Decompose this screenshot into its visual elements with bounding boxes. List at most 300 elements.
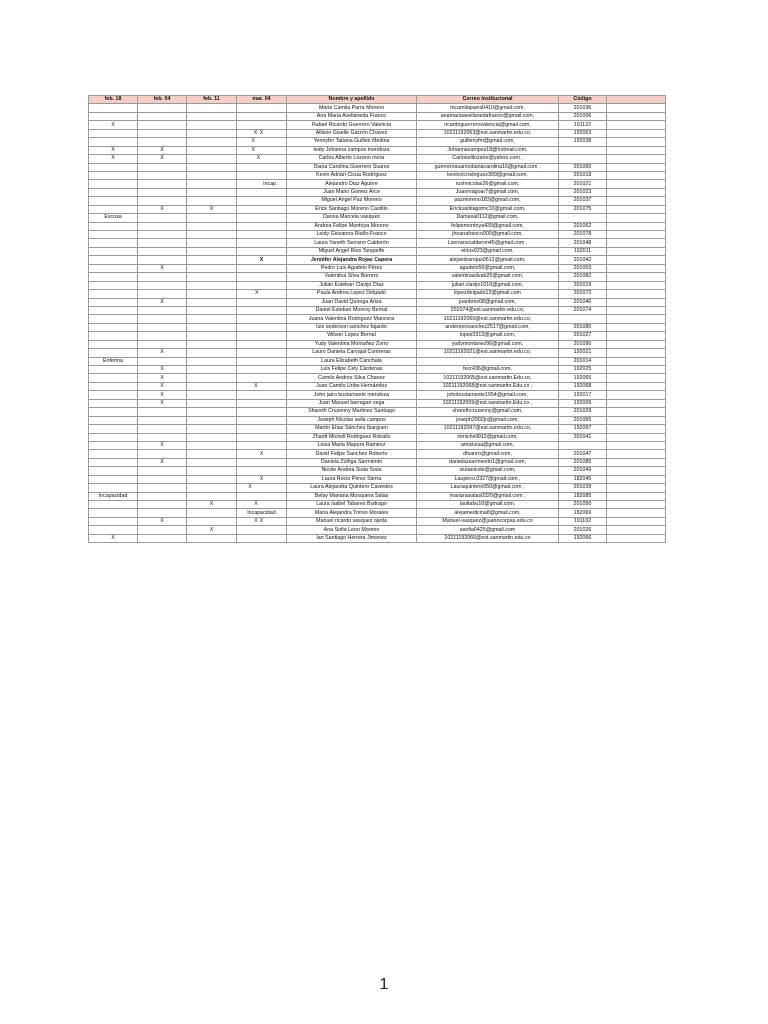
- table-row: [89, 450, 666, 458]
- cell-note: X: [256, 155, 261, 162]
- cell-code: 192017: [559, 391, 607, 399]
- cell-feb04: X: [138, 146, 187, 154]
- cell-blank: [607, 526, 666, 534]
- cell-code: 192066: [559, 534, 607, 542]
- table-row: [89, 526, 666, 534]
- cell-blank: [607, 298, 666, 306]
- cell-feb04: [138, 171, 187, 179]
- header-row: [89, 96, 666, 104]
- cell-email: agudelo59@gmail.com,: [417, 264, 559, 272]
- cell-code: 201014: [559, 357, 607, 365]
- cell-mar04: [237, 323, 287, 331]
- cell-name: Ana Maria Avellaneda Franco: [287, 112, 417, 120]
- header-feb04: feb. 04: [138, 96, 187, 104]
- cell-feb04: [138, 112, 187, 120]
- cell-code: 201050: [559, 501, 607, 509]
- cell-feb04: X: [138, 517, 187, 525]
- cell-mar04: [237, 197, 287, 205]
- table-row: [89, 188, 666, 196]
- cell-code: 201078: [559, 231, 607, 239]
- cell-feb04: [138, 247, 187, 255]
- cell-mar04: [237, 180, 287, 188]
- cell-feb18: [89, 332, 138, 340]
- cell-mar04: Incapacidad: [237, 509, 287, 517]
- cell-feb04: [138, 433, 187, 441]
- cell-blank: [607, 441, 666, 449]
- cell-email: 10211192065@est.sanmartin.Edu.co,: [417, 374, 559, 382]
- cell-name-text: leidy Johanna campos mendoza: [313, 146, 390, 153]
- cell-feb04: [138, 467, 187, 475]
- cell-feb11: [187, 104, 237, 112]
- table-row: [89, 281, 666, 289]
- cell-feb18: X: [89, 146, 138, 154]
- cell-feb11: [187, 534, 237, 542]
- cell-code: 192009: [559, 399, 607, 407]
- cell-blank: [607, 171, 666, 179]
- cell-mar04: [237, 391, 287, 399]
- cell-feb18: [89, 180, 138, 188]
- cell-name-text: Allison Giselle Garzón Chavez: [315, 129, 388, 136]
- table-row: [89, 146, 666, 154]
- cell-code: [559, 155, 607, 163]
- cell-name: Martín Elías Sánchez Ibarguen: [287, 425, 417, 433]
- cell-feb04: X: [138, 205, 187, 213]
- cell-feb11: [187, 112, 237, 120]
- cell-note: X: [251, 138, 256, 145]
- table-row: [89, 501, 666, 509]
- cell-code: 201072: [559, 290, 607, 298]
- cell-feb18: X: [89, 155, 138, 163]
- table-row: [89, 366, 666, 374]
- cell-feb18: [89, 281, 138, 289]
- cell-email: rushnicolas26@gmail.com,: [417, 180, 559, 188]
- cell-mar04: [237, 239, 287, 247]
- cell-feb04: [138, 290, 187, 298]
- cell-name-text: Carlos Alberto Lozano mora: [318, 155, 385, 162]
- cell-feb04: [138, 509, 187, 517]
- table-row: [89, 205, 666, 213]
- cell-feb11: [187, 332, 237, 340]
- cell-code: 182045: [559, 475, 607, 483]
- cell-blank: [607, 391, 666, 399]
- table-row: [89, 231, 666, 239]
- cell-email: asofia0425@gmail.com: [417, 526, 559, 534]
- cell-name: Rafael Ricardo Guerrero Valencia: [287, 121, 417, 129]
- cell-feb04: X: [138, 298, 187, 306]
- header-code: Código: [559, 96, 607, 104]
- cell-feb11: [187, 197, 237, 205]
- cell-name: Lauro Daniela Carvajal Contreras: [287, 349, 417, 357]
- cell-mar04: [237, 138, 287, 146]
- cell-feb04: [138, 340, 187, 348]
- cell-feb18: [89, 298, 138, 306]
- cell-email: 10211192009@est.sanmartin.Edu.co ,: [417, 399, 559, 407]
- cell-blank: [607, 315, 666, 323]
- cell-feb11: [187, 416, 237, 424]
- cell-feb18: [89, 458, 138, 466]
- cell-name: Leidy Giovanna Riaño Franco: [287, 231, 417, 239]
- cell-code: 201006: [559, 112, 607, 120]
- cell-feb18: [89, 264, 138, 272]
- cell-feb04: [138, 214, 187, 222]
- cell-code: 201065: [559, 416, 607, 424]
- cell-note: X: [255, 290, 259, 297]
- cell-mar04: X: [237, 256, 287, 264]
- cell-feb11: [187, 129, 237, 137]
- cell-name: Laura Elizabeth Canchala: [287, 357, 417, 365]
- cell-code: 182069: [559, 509, 607, 517]
- cell-feb04: X: [138, 399, 187, 407]
- cell-feb11: [187, 374, 237, 382]
- table-row: [89, 104, 666, 112]
- cell-feb11: [187, 340, 237, 348]
- cell-mar04: [237, 332, 287, 340]
- cell-mar04: [237, 231, 287, 239]
- cell-code: 201040: [559, 298, 607, 306]
- cell-blank: [607, 129, 666, 137]
- cell-code: 201074: [559, 306, 607, 314]
- cell-code: 192021: [559, 349, 607, 357]
- cell-feb18: [89, 366, 138, 374]
- cell-code: 191122: [559, 121, 607, 129]
- cell-feb11: [187, 281, 237, 289]
- cell-email: andersonsanchez2517@gmail.com,: [417, 323, 559, 331]
- cell-feb11: X: [187, 501, 237, 509]
- cell-feb04: X: [138, 366, 187, 374]
- table-row: [89, 399, 666, 407]
- cell-feb18: [89, 188, 138, 196]
- cell-email: Juanmagoar7@gmail.com,: [417, 188, 559, 196]
- table-row: [89, 315, 666, 323]
- table-row: [89, 425, 666, 433]
- cell-mar04: [237, 492, 287, 500]
- cell-mar04: [237, 146, 287, 154]
- cell-feb11: [187, 180, 237, 188]
- cell-blank: [607, 340, 666, 348]
- cell-feb18: [89, 391, 138, 399]
- cell-name: [254, 517, 417, 525]
- table-row: [89, 332, 666, 340]
- cell-name: Zharitt Michell Rodriguez Roballo: [287, 433, 417, 441]
- cell-blank: [607, 475, 666, 483]
- cell-name: Ian Santiago Herrera Jimenez: [287, 534, 417, 542]
- cell-feb18: [89, 231, 138, 239]
- cell-blank: [607, 163, 666, 171]
- cell-name: John jairo bustamante mendoza: [287, 391, 417, 399]
- cell-email: Carloselilozano@yahoo.com ,: [417, 155, 559, 163]
- cell-feb11: [187, 247, 237, 255]
- table-row: [89, 349, 666, 357]
- table-row: [89, 391, 666, 399]
- table-row: [89, 155, 666, 163]
- cell-mar04: [237, 416, 287, 424]
- cell-feb18: [89, 222, 138, 230]
- cell-blank: [607, 222, 666, 230]
- cell-feb11: [187, 433, 237, 441]
- cell-name: Miguel Angel Paz Moreno: [287, 197, 417, 205]
- cell-name: [263, 180, 417, 188]
- cell-email: lauitabu10@gmail.com,: [417, 501, 559, 509]
- cell-blank: [607, 408, 666, 416]
- cell-note: X: [248, 484, 252, 491]
- cell-code: 192065: [559, 374, 607, 382]
- cell-feb04: [138, 484, 187, 492]
- header-blank: [607, 96, 666, 104]
- attendance-table: [88, 95, 666, 543]
- cell-feb04: [138, 231, 187, 239]
- cell-code: [559, 315, 607, 323]
- table-row: [89, 484, 666, 492]
- cell-mar04: X: [237, 517, 287, 525]
- table-row: [89, 408, 666, 416]
- cell-mar04: [237, 340, 287, 348]
- cell-feb18: [89, 425, 138, 433]
- cell-feb11: [187, 458, 237, 466]
- attendance-sheet: [88, 95, 665, 543]
- cell-blank: [607, 112, 666, 120]
- table-row: [89, 180, 666, 188]
- cell-feb18: [89, 509, 138, 517]
- cell-feb18: [89, 441, 138, 449]
- cell-code: 201047: [559, 450, 607, 458]
- cell-feb04: [138, 222, 187, 230]
- cell-feb11: [187, 146, 237, 154]
- cell-mar04: X: [237, 450, 287, 458]
- cell-code: [559, 214, 607, 222]
- cell-email: [417, 357, 559, 365]
- cell-email: danielazsarmiento1@gmail.com,: [417, 458, 559, 466]
- table-row: [89, 306, 666, 314]
- cell-feb18: [89, 171, 138, 179]
- cell-feb18: [89, 374, 138, 382]
- cell-name: Luisa Maria Mapura Ramirez: [287, 441, 417, 449]
- cell-feb11: [187, 509, 237, 517]
- cell-name: Juana Valentina Rodriguez Mancera: [287, 315, 417, 323]
- cell-feb18: [89, 399, 138, 407]
- table-row: [89, 374, 666, 382]
- cell-code: 201048: [559, 239, 607, 247]
- cell-mar04: [237, 214, 287, 222]
- cell-blank: [607, 290, 666, 298]
- cell-email: guerrerosuarezdianacarolina16@gmail.com ,: [417, 163, 559, 171]
- cell-feb18: Incapacidad: [89, 492, 138, 500]
- cell-feb04: [138, 138, 187, 146]
- cell-feb11: [187, 357, 237, 365]
- cell-code: 201075: [559, 205, 607, 213]
- cell-email: juanbmx08@gmail.com,: [417, 298, 559, 306]
- cell-feb18: [89, 273, 138, 281]
- cell-name: Juan Mario Gomez Arce: [287, 188, 417, 196]
- cell-mar04: [237, 163, 287, 171]
- table-row: [89, 509, 666, 517]
- table-row: [89, 222, 666, 230]
- cell-name: [254, 501, 417, 509]
- cell-feb18: [89, 104, 138, 112]
- cell-code: 201027: [559, 332, 607, 340]
- table-row: [89, 517, 666, 525]
- cell-feb18: [89, 416, 138, 424]
- cell-feb04: [138, 501, 187, 509]
- cell-name: Erick Santiago Moreno Castillo: [287, 205, 417, 213]
- cell-name: Yudy Valentina Montañez Zorro: [287, 340, 417, 348]
- cell-feb04: [138, 475, 187, 483]
- cell-feb11: [187, 408, 237, 416]
- table-row: [89, 214, 666, 222]
- cell-feb11: [187, 382, 237, 390]
- cell-note: X: [259, 475, 264, 482]
- cell-email: Lserranocalderon45@gmail.com ,: [417, 239, 559, 247]
- cell-feb04: [138, 256, 187, 264]
- cell-blank: [607, 332, 666, 340]
- cell-feb04: X: [138, 441, 187, 449]
- table-row: [89, 382, 666, 390]
- cell-blank: [607, 104, 666, 112]
- cell-email: sharethcruzenny@gmail.com,: [417, 408, 559, 416]
- cell-feb18: [89, 129, 138, 137]
- cell-email: mcamilaparra0410@gmail.com,: [417, 104, 559, 112]
- cell-code: [559, 146, 607, 154]
- cell-feb18: [89, 501, 138, 509]
- cell-name: Daniela Zúñiga Sarmiento: [287, 458, 417, 466]
- cell-mar04: [237, 171, 287, 179]
- cell-name-text: Juan Camilo Uribe Hernández: [316, 383, 387, 390]
- cell-blank: [607, 458, 666, 466]
- cell-name: [251, 146, 417, 154]
- cell-feb18: [89, 315, 138, 323]
- cell-feb18: [89, 290, 138, 298]
- cell-mar04: [237, 290, 287, 298]
- cell-name-text: Paula Andrea Lopez Delgado: [317, 290, 386, 297]
- cell-feb11: [187, 492, 237, 500]
- cell-feb04: [138, 534, 187, 542]
- cell-blank: [607, 374, 666, 382]
- cell-email: alejandrarojas0612@gmail.com,: [417, 256, 559, 264]
- cell-blank: [607, 450, 666, 458]
- cell-feb18: [89, 323, 138, 331]
- cell-blank: [607, 188, 666, 196]
- cell-email: Manuel-vasquez@juanncorpas.edu.co: [417, 517, 559, 525]
- cell-mar04: [237, 188, 287, 196]
- cell-note: X: [254, 501, 258, 508]
- cell-feb18: [89, 475, 138, 483]
- cell-mar04: X: [237, 129, 287, 137]
- cell-feb04: X: [138, 458, 187, 466]
- table-row: [89, 264, 666, 272]
- cell-feb04: [138, 163, 187, 171]
- cell-name: Valentina Silva Borrero: [287, 273, 417, 281]
- cell-email: anamariaavellanedafranco@gmail.com,: [417, 112, 559, 120]
- cell-mar04: [237, 501, 287, 509]
- cell-email: siutanicole@gmail.com,: [417, 467, 559, 475]
- cell-feb04: [138, 323, 187, 331]
- cell-code: 201019: [559, 281, 607, 289]
- page-number: 1: [379, 976, 389, 993]
- cell-mar04: [237, 458, 287, 466]
- cell-feb11: [187, 467, 237, 475]
- cell-blank: [607, 399, 666, 407]
- cell-mar04: [237, 399, 287, 407]
- cell-feb11: [187, 239, 237, 247]
- cell-feb04: [138, 492, 187, 500]
- cell-email: ricardoguerrerovalencia@gmail.com,: [417, 121, 559, 129]
- cell-email: 10211192066@est.sanmartin.edu.co: [417, 534, 559, 542]
- cell-mar04: [237, 306, 287, 314]
- cell-code: 201090: [559, 340, 607, 348]
- cell-mar04: [237, 425, 287, 433]
- cell-blank: [607, 205, 666, 213]
- cell-note: X: [251, 146, 256, 153]
- cell-blank: [607, 306, 666, 314]
- cell-note: X: [254, 383, 258, 390]
- cell-name: [254, 382, 417, 390]
- cell-code: 192063: [559, 129, 607, 137]
- cell-code: 182085: [559, 492, 607, 500]
- cell-feb04: X: [138, 155, 187, 163]
- cell-mar04: [237, 155, 287, 163]
- cell-blank: [607, 180, 666, 188]
- cell-mar04: [237, 315, 287, 323]
- cell-feb18: [89, 349, 138, 357]
- cell-name: Daniel Esteban Monroy Bernal: [287, 306, 417, 314]
- cell-blank: [607, 155, 666, 163]
- cell-mar04: [237, 112, 287, 120]
- cell-name: Maria Camila Parra Moreno: [287, 104, 417, 112]
- cell-mar04: [237, 121, 287, 129]
- cell-blank: [607, 264, 666, 272]
- cell-feb04: [138, 408, 187, 416]
- table-row: [89, 298, 666, 306]
- cell-feb11: [187, 315, 237, 323]
- cell-code: [559, 441, 607, 449]
- cell-name-text: Yennyfer Tatiana Guillen Medina: [313, 138, 390, 145]
- header-name: Nombre y apellido: [287, 96, 417, 104]
- cell-email: Laupersi.0327@gmail.com ,: [417, 475, 559, 483]
- cell-mar04: [237, 222, 287, 230]
- cell-mar04: [237, 247, 287, 255]
- cell-mar04: [237, 441, 287, 449]
- cell-feb18: [89, 163, 138, 171]
- cell-name-text: Laura Rocio Pérez Sierra: [321, 475, 382, 482]
- cell-code: 192097: [559, 425, 607, 433]
- cell-feb04: [138, 188, 187, 196]
- cell-mar04: [237, 382, 287, 390]
- cell-name-text: Laura Isabel Tabares Buitrago: [316, 501, 387, 508]
- cell-blank: [607, 382, 666, 390]
- cell-mar04: [237, 484, 287, 492]
- cell-name: Wilson Lopez Bernal: [287, 332, 417, 340]
- cell-feb18: [89, 112, 138, 120]
- cell-feb11: [187, 290, 237, 298]
- cell-feb04: [138, 281, 187, 289]
- cell-blank: [607, 214, 666, 222]
- cell-code: 201080: [559, 323, 607, 331]
- cell-mar04: [237, 298, 287, 306]
- cell-feb04: X: [138, 349, 187, 357]
- cell-feb11: [187, 306, 237, 314]
- cell-code: 192011: [559, 247, 607, 255]
- cell-email: marianasalas0320@gmail.com ,: [417, 492, 559, 500]
- cell-feb11: X: [187, 205, 237, 213]
- cell-feb11: [187, 222, 237, 230]
- table-row: [89, 171, 666, 179]
- cell-code: 192038: [559, 138, 607, 146]
- cell-email: Ericksantiagomc10@gmail.com,: [417, 205, 559, 213]
- cell-name: Maria Alejandra Torres Morales: [287, 509, 417, 517]
- table-row: [89, 433, 666, 441]
- cell-name: Andrea Felipe Montoya Moreno: [287, 222, 417, 230]
- cell-code: 201021: [559, 180, 607, 188]
- cell-email: johnbustamante1954@gmail.com,: [417, 391, 559, 399]
